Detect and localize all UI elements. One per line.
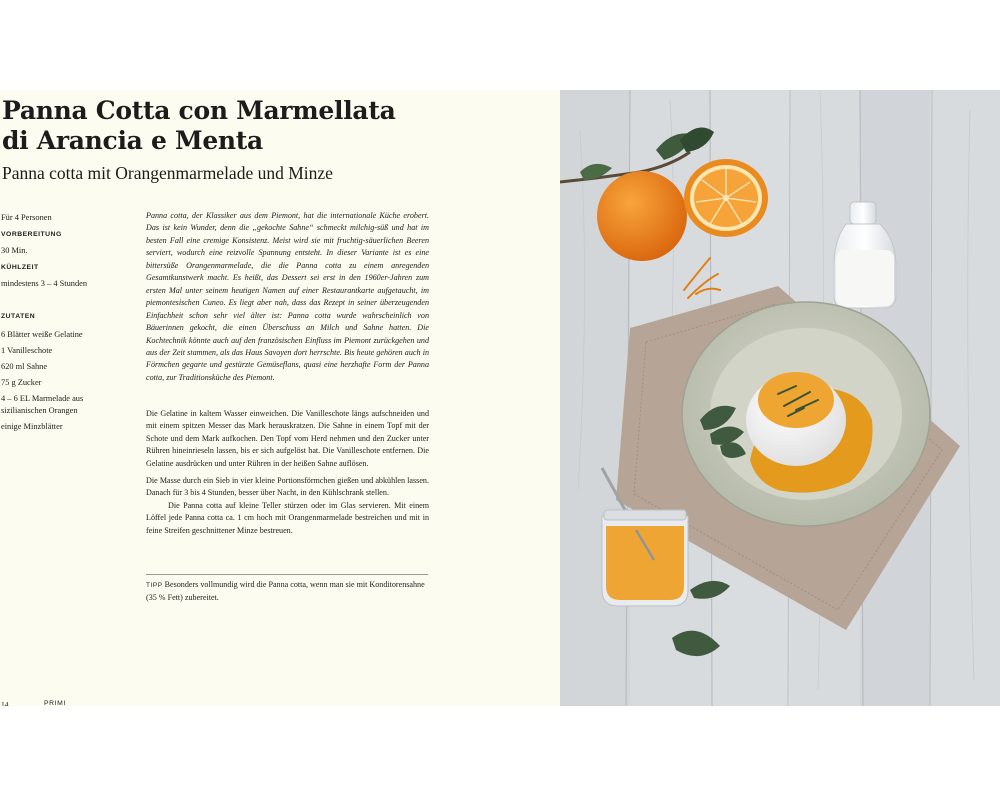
ingredient-item: 620 ml Sahne [1, 362, 48, 371]
recipe-instructions [146, 408, 429, 542]
instruction-step: Die Panna cotta auf kleine Teller stürzen oder im Glas servieren. Mit einem Löffel jede Panna cotta ca. 1 cm hoch mit Orangenmarmelade bestreichen und mit in feine Streifen geschnittener Minze bestreuen. [146, 500, 429, 535]
recipe-subtitle: Panna cotta mit Orangenmarmelade und Minze [2, 163, 333, 183]
ingredient-item: 6 Blätter weiße Gelatine [1, 330, 83, 339]
ingredient-item: einige Minzblätter [1, 422, 63, 431]
section-label: PRIMI [44, 700, 66, 706]
whole-orange [597, 171, 687, 261]
tip-note [146, 579, 429, 605]
tip-text: Besonders vollmundig wird die Panna cotta, wenn man sie mit Konditorensahne (35 % Fett) zubereitet. [146, 580, 425, 603]
ingredients-label: ZUTATEN [1, 312, 36, 320]
ingredient-item: 75 g Zucker [1, 378, 42, 387]
page-number: 14 [1, 700, 9, 706]
ingredient-item: 1 Vanilleschote [1, 346, 53, 355]
prep-time-value: 30 Min. [1, 246, 28, 255]
recipe-text-page [0, 90, 560, 706]
recipe-title-line-1: Panna Cotta con Marmellata [2, 96, 396, 125]
ingredient-item: 4 – 6 EL Marmelade aus sizilianischen Orangen [1, 394, 84, 415]
food-photo-illustration [560, 90, 1000, 706]
chill-time-value: mindestens 3 – 4 Stunden [1, 279, 88, 288]
tip-divider [146, 574, 428, 575]
servings: Für 4 Personen [1, 213, 52, 222]
tip-label: TIPP [146, 582, 163, 589]
recipe-info-sidebar [1, 210, 129, 437]
instruction-step: Die Masse durch ein Sieb in vier kleine Portionsförmchen gießen und abkühlen lassen. Danach für 3 bis 4 Stunden, besser über Nacht, in den Kühlschrank stellen. [146, 476, 429, 498]
recipe-photo [560, 90, 1000, 706]
halved-orange [684, 159, 768, 237]
chill-time-label: KÜHLZEIT [1, 263, 39, 271]
recipe-title-line-2: di Arancia e Menta [2, 126, 263, 155]
instruction-step: Die Gelatine in kaltem Wasser einweichen. Die Vanilleschote längs aufschneiden und mit einem spitzen Messer das Mark herauskratzen. Die Sahne in einem Topf mit der Schote und dem Mark aufkochen. Den Topf vom Herd nehmen und den Zucker unter Rühren hineinrieseln lassen, bis er sich aufgelöst hat. Die Vanilleschote entfernen. Die Gelatine ausdrücken und unter Rühren in der heißen Sahne auflösen. [146, 409, 429, 468]
prep-time-label: VORBEREITUNG [1, 230, 62, 238]
recipe-introduction: Panna cotta, der Klassiker aus dem Piemont, hat die internationale Küche erobert. Das ist kein Wunder, denn die „gekochte Sahne“ schmeckt milchig-süß und hat im besten Fall eine cremige Konsistenz. Meist wird sie mit fruchtig-säuerlichen Beeren serviert, wodurch eine reizvolle Spannung entsteht. In dieser Variante ist es eine bittersüße Orangenmarmelade, die die Panna cotta zu einem anregenden Gesamtkunstwerk macht. Es heißt, das Dessert sei erst in den 1960er-Jahren zum ersten Mal unter seinem heutigen Namen auf einer Restaurantkarte aufgetaucht, im piemontesischen Cuneo. Es liegt aber nah, dass das Rezept in seiner überzeugenden Einfachheit schon sehr viel älter ist: Panna cotta wurde wahrscheinlich von Bäuerinnen gekocht, die einen Überschuss an Milch und Sahne hatten. Die Kochtechnik könnte auch auf den französischen Einfluss im Piemont zurückgehen und aus der Zeit stammen, als das Haus Savoyen dort herrschte. Bis heute gehören auch in Förmchen gegarte und gestürzte Gemüseflans, quasi eine herzhafte Form der Panna cotta, zur Traditionsküche des Piemont. [146, 211, 429, 382]
sidebar-spacer [1, 293, 129, 309]
recipe-title [2, 96, 547, 156]
